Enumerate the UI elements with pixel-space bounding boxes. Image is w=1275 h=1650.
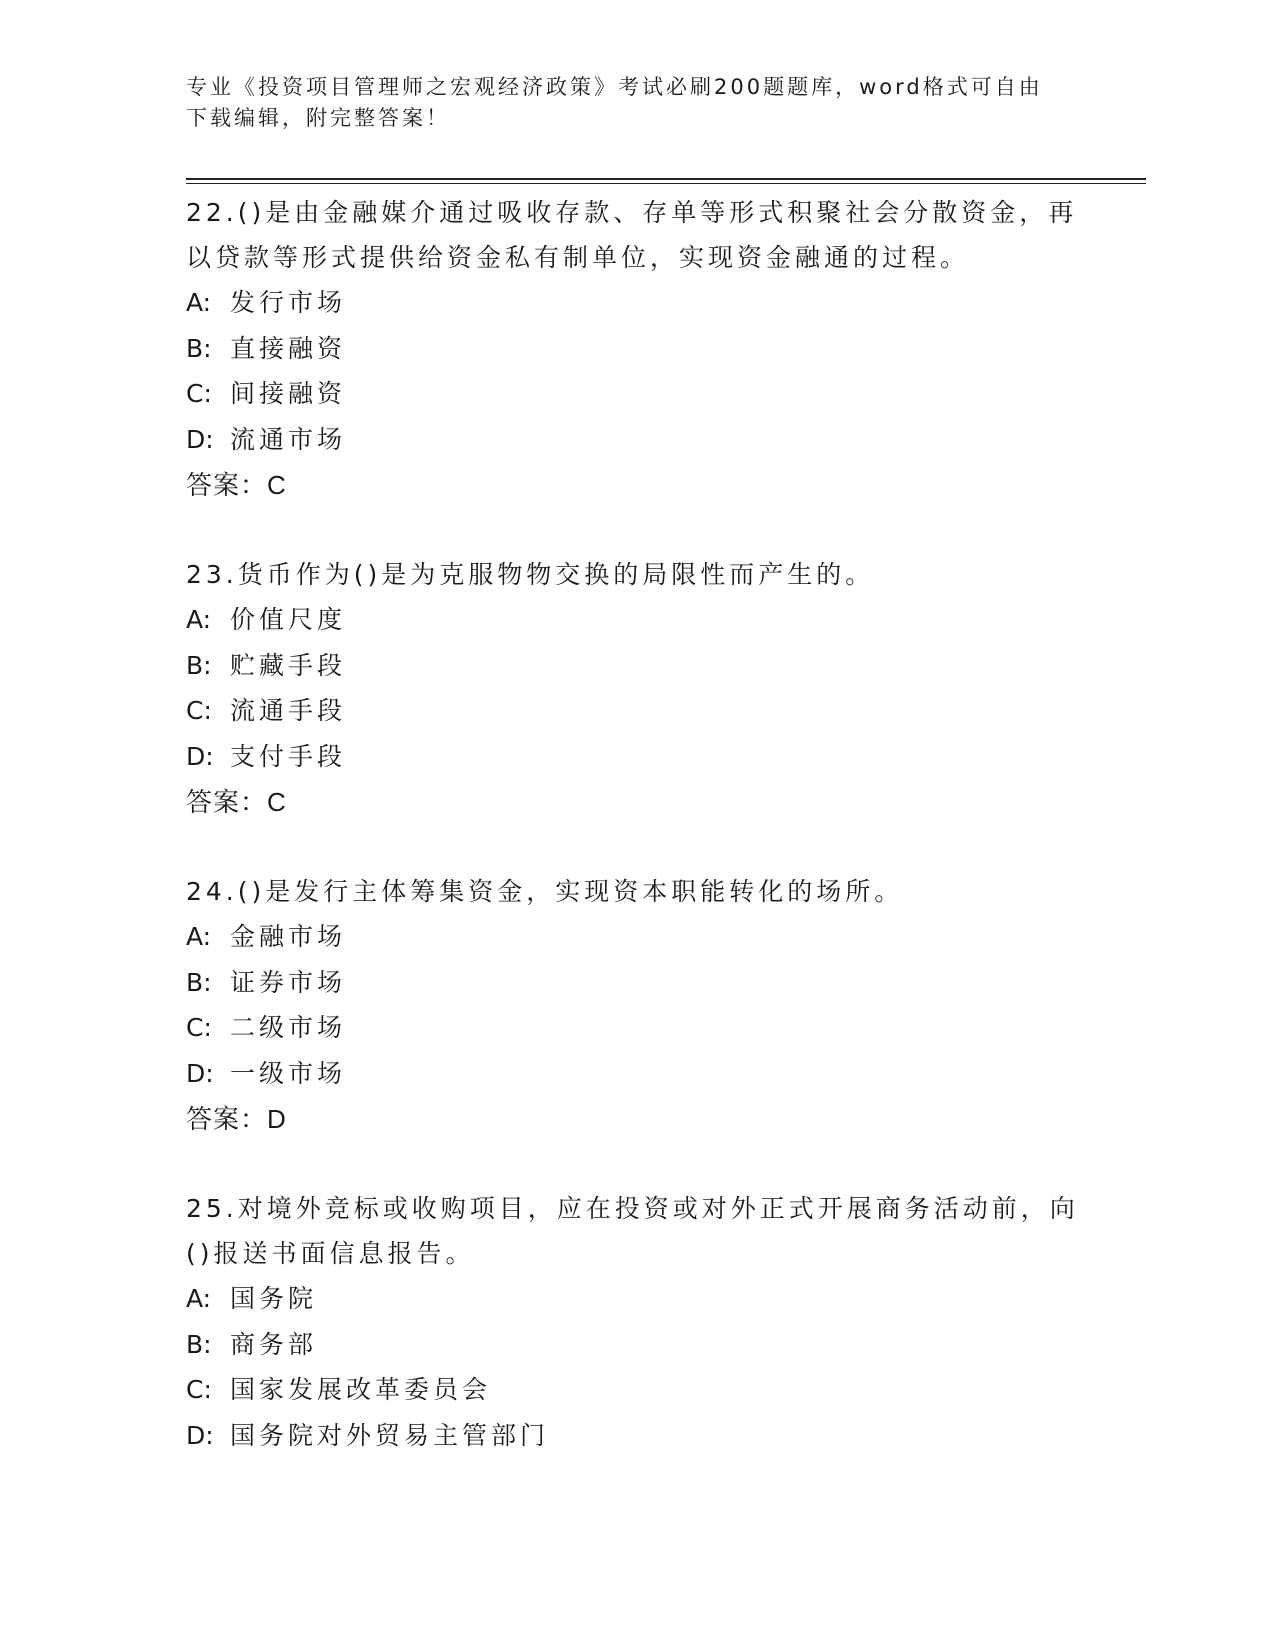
option-text: 价值尺度 [230,605,347,634]
option-text: 二级市场 [230,1013,347,1042]
option-a [186,914,1086,960]
question-stem: 23.货币作为()是为克服物物交换的局限性而产生的。 [186,560,875,589]
option-key: A: [186,605,212,634]
option-b [186,1322,1086,1368]
header-divider [186,178,1146,184]
option-a [186,597,1086,643]
option-key: D: [186,741,214,771]
option-d [186,417,1086,463]
option-d [186,734,1086,780]
option-text: 支付手段 [230,741,347,771]
option-text: 国务院 [230,1284,318,1313]
question-stem: 22.()是由金融媒介通过吸收存款、存单等形式积聚社会分散资金，再以贷款等形式提供给资金私有制单位，实现资金融通的过程。 [186,198,1078,272]
option-key: A: [186,288,212,317]
option-c [186,1367,1086,1413]
answer-line: 答案：D [186,1104,287,1134]
option-key: A: [186,922,212,951]
option-text: 发行市场 [230,288,347,317]
question-22 [186,190,1086,508]
option-key: C: [186,1375,212,1404]
option-d [186,1051,1086,1097]
option-text: 证券市场 [230,967,347,997]
option-c [186,371,1086,417]
option-key: D: [186,1058,214,1088]
question-stem: 25.对境外竞标或收购项目，应在投资或对外正式开展商务活动前，向()报送书面信息报告。 [186,1194,1079,1268]
option-a [186,1276,1086,1322]
option-text: 国家发展改革委员会 [230,1375,492,1404]
option-text: 商务部 [230,1329,318,1359]
question-23 [186,552,1086,825]
option-b [186,960,1086,1006]
option-d [186,1413,1086,1459]
option-key: C: [186,1013,212,1042]
question-24 [186,869,1086,1142]
option-key: B: [186,1329,212,1359]
option-key: D: [186,1420,214,1450]
option-key: B: [186,967,212,997]
document-header: 专业《投资项目管理师之宏观经济政策》考试必刷200题题库，word格式可自由下载编辑，附完整答案！ [186,75,1043,130]
option-key: B: [186,333,212,363]
option-key: B: [186,650,212,680]
option-c [186,688,1086,734]
option-text: 间接融资 [230,379,347,408]
option-b [186,643,1086,689]
option-key: C: [186,696,212,725]
question-list [186,190,1086,1502]
option-a [186,280,1086,326]
option-key: D: [186,424,214,454]
answer-line: 答案：C [186,787,287,817]
option-text: 国务院对外贸易主管部门 [230,1420,550,1450]
question-25 [186,1186,1086,1458]
option-key: A: [186,1284,212,1313]
option-c [186,1005,1086,1051]
option-key: C: [186,379,212,408]
option-text: 流通市场 [230,424,347,454]
question-stem: 24.()是发行主体筹集资金，实现资本职能转化的场所。 [186,877,904,906]
option-text: 直接融资 [230,333,347,363]
option-b [186,326,1086,372]
answer-line: 答案：C [186,470,287,500]
option-text: 一级市场 [230,1058,347,1088]
option-text: 流通手段 [230,696,347,725]
option-text: 贮藏手段 [230,650,347,680]
option-text: 金融市场 [230,922,347,951]
